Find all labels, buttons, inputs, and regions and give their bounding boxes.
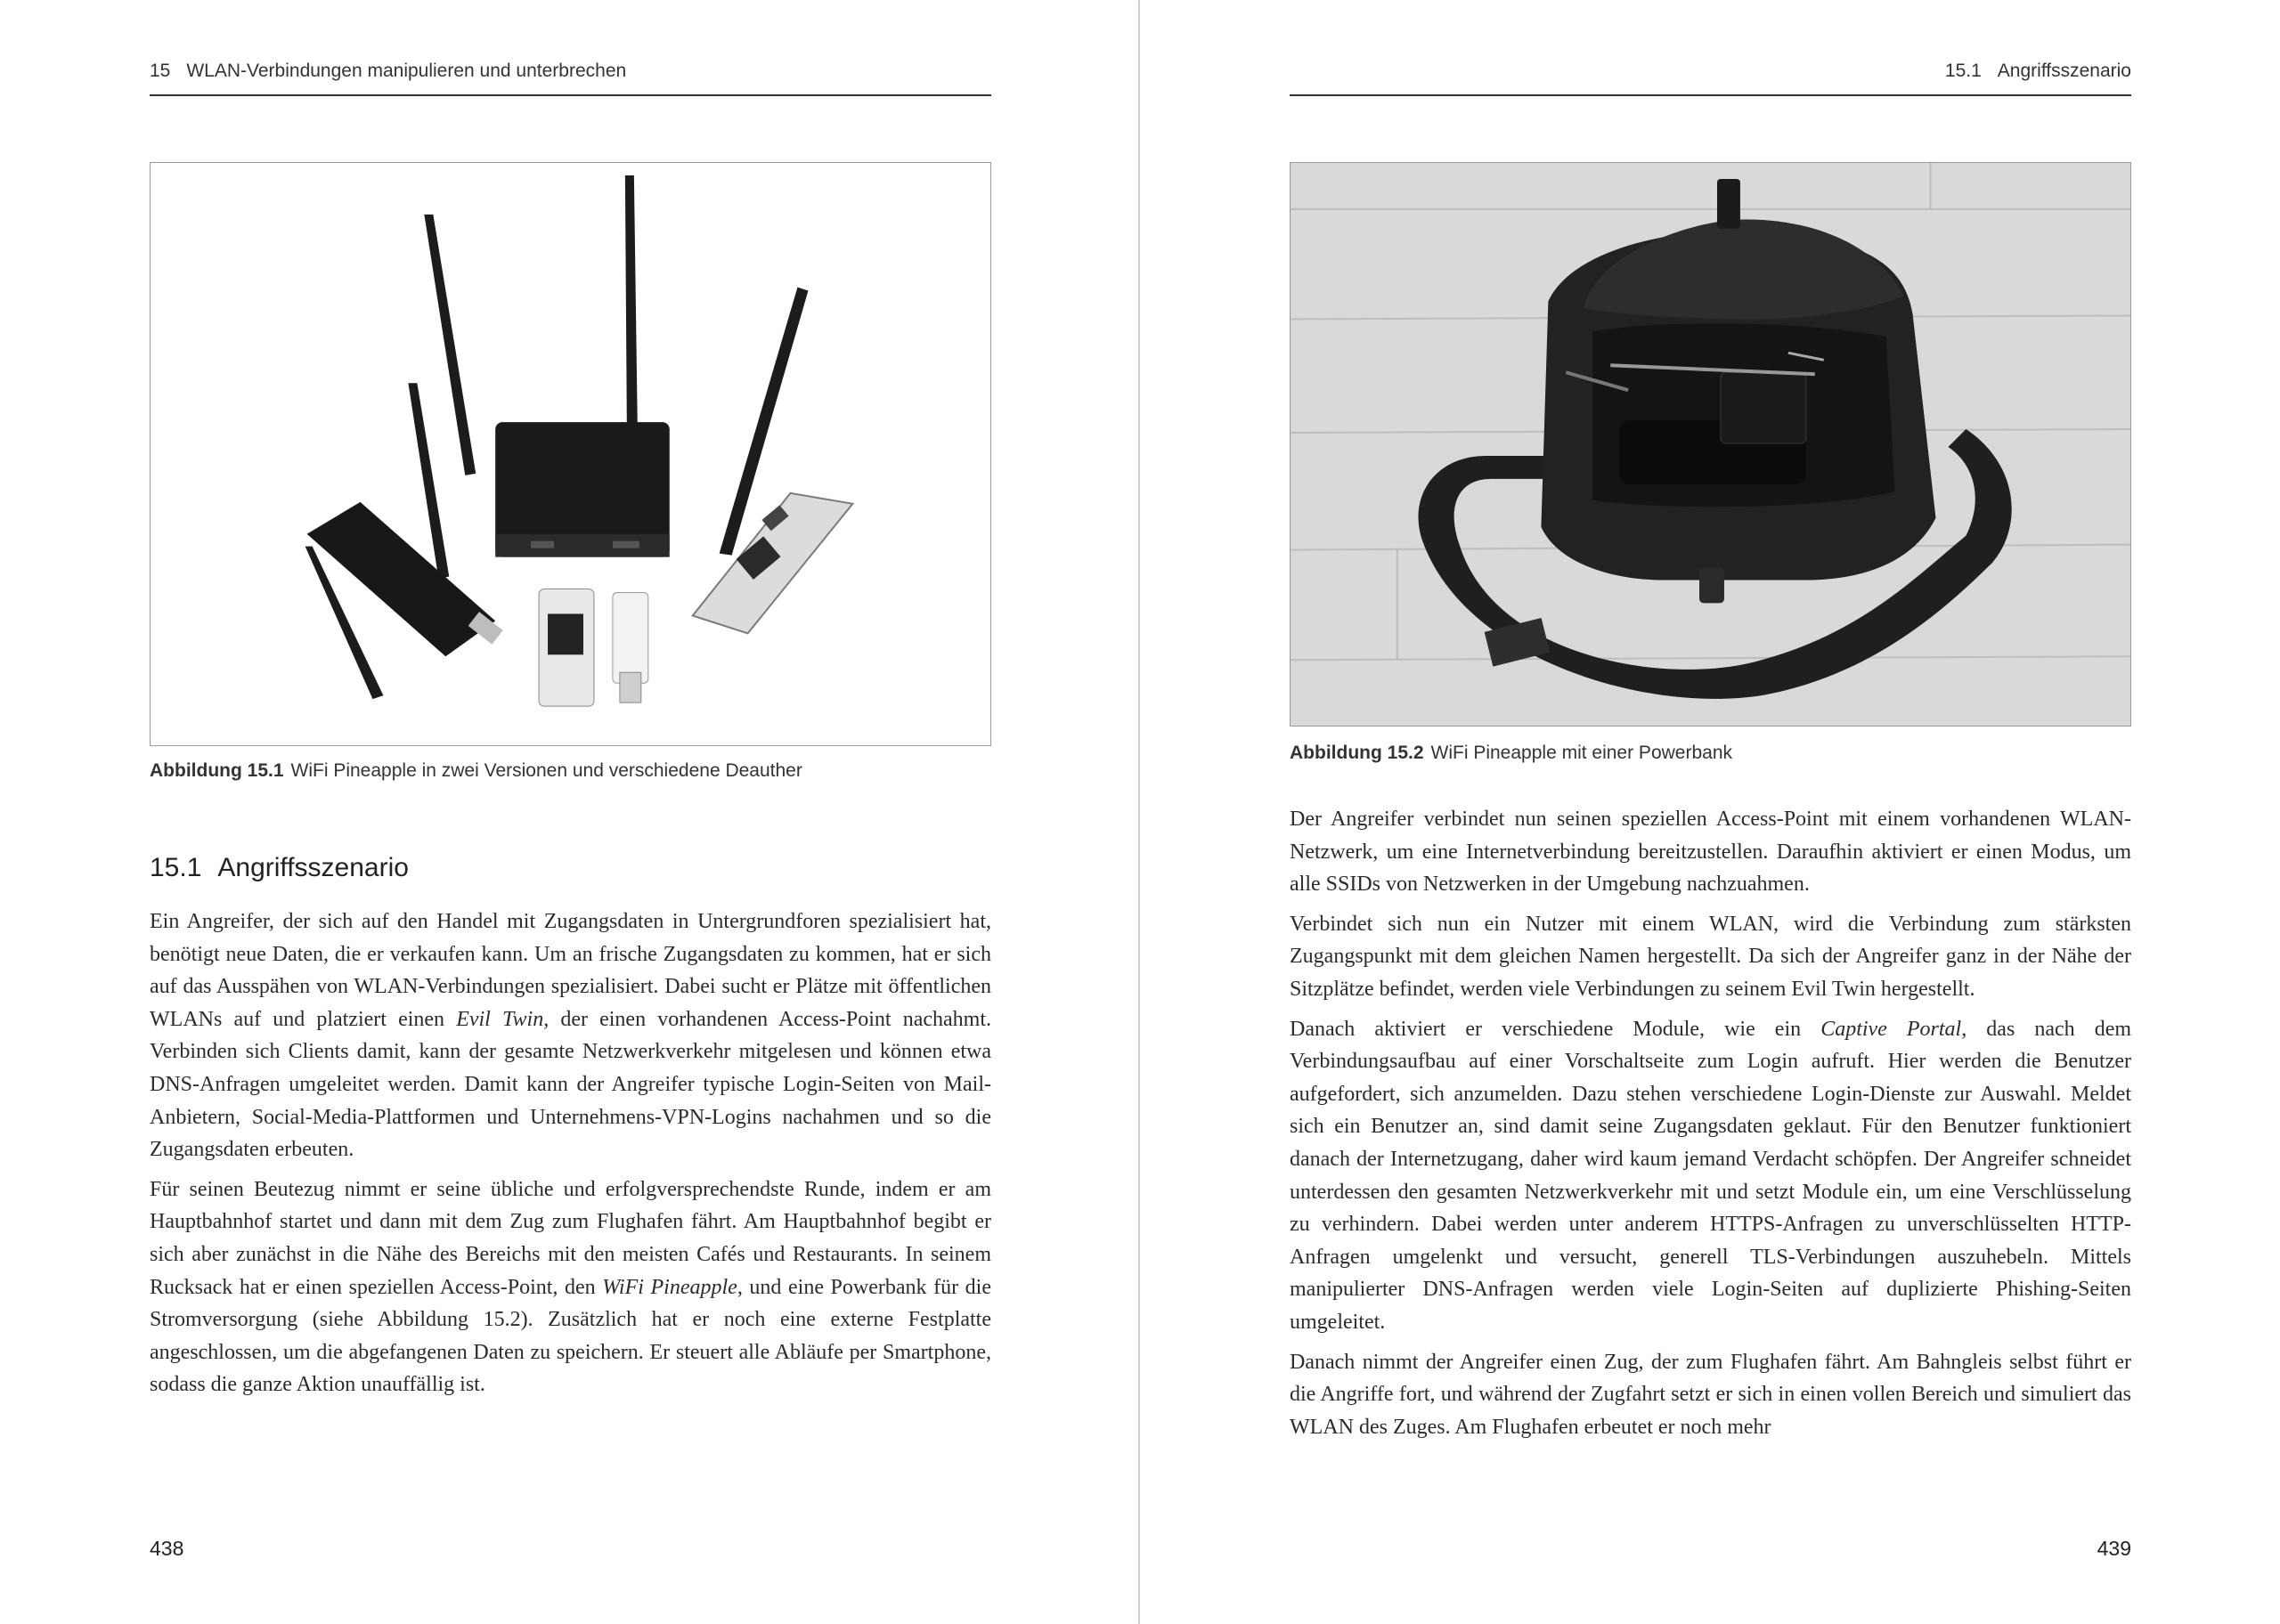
paragraph-text: Der Angreifer verbindet nun seinen speziellen Access-Point mit einem vorhandenen WLAN-Netzwerk, um eine Internetverbindung bereitzustellen. Daraufhin aktiviert er einen Modus, um alle SSIDs von Netzwerken in der Umgebung nachzuahmen. [1290, 808, 2131, 897]
figure-wifi-pineapple-bag [1290, 162, 2131, 727]
header-section-number: 15.1 [1944, 61, 1982, 81]
paragraph-text: Verbindet sich nun ein Nutzer mit einem WLAN, wird die Verbindung zum stärksten Zugangspunkt mit dem gleichen Namen hergestellt. Da sich der Angreifer ganz in der Nähe der Sitzplätze befindet, werden viele Verbindungen zu seinem Evil Twin hergestellt. [1290, 912, 2131, 1001]
header-section-title: Angriffsszenario [1997, 61, 2131, 81]
body-text [1290, 803, 2131, 1450]
page-number: 438 [150, 1537, 184, 1560]
header-chapter-number: 15 [150, 61, 171, 81]
emphasis-text: Captive Portal [1820, 1017, 1962, 1041]
figure-caption [150, 760, 991, 782]
book-gutter [1138, 0, 1140, 1624]
figure-caption-text: WiFi Pineapple mit einer Powerbank [1430, 743, 1732, 763]
running-header [150, 59, 991, 96]
figure-caption [1290, 743, 2131, 764]
paragraph-text: Ein Angreifer, der sich auf den Handel mit Zugangsdaten in Untergrundforen spezialisiert hat, benötigt neue Daten, die er verkaufen kann. Um an frische Zugangsdaten zu kommen, hat er sich auf das Ausspähen von WLAN-Verbindungen spezialisiert. Dabei sucht er Plätze mit öffentlichen WLANs auf und platziert einen [150, 910, 991, 1031]
paragraph [1290, 803, 2131, 901]
paragraph [1290, 908, 2131, 1006]
figure-label: Abbildung 15.2 [1290, 743, 1424, 763]
section-heading [150, 853, 409, 883]
emphasis-text: WiFi Pineapple [602, 1275, 737, 1299]
figure-wifi-pineapple-devices [150, 162, 991, 746]
paragraph [1290, 1013, 2131, 1339]
section-number: 15.1 [150, 853, 202, 882]
figure-label: Abbildung 15.1 [150, 760, 284, 781]
paragraph [1290, 1346, 2131, 1444]
running-header [1290, 59, 2131, 96]
paragraph [150, 1173, 991, 1401]
photo-devices-image [151, 163, 990, 745]
paragraph-text: , der einen vorhandenen Access-Point nachahmt. Verbinden sich Clients damit, kann der gesamte Netzwerkverkehr mitgelesen und können etwa DNS-Anfragen umgeleitet werden. Damit kann der Angreifer typische Login-Seiten von Mail-Anbietern, Social-Media-Plattformen und Unternehmens-VPN-Logins nachahmen und so die Zugangsdaten erbeuten. [150, 1007, 992, 1162]
figure-caption-text: WiFi Pineapple in zwei Versionen und verschiedene Deauther [290, 760, 802, 781]
paragraph [150, 905, 991, 1166]
left-page [150, 0, 991, 1624]
paragraph-text: , das nach dem Verbindungsaufbau auf einer Vorschaltseite zum Login aufruft. Hier werden die Benutzer aufgefordert, sich anzumelden. Dazu stehen verschiedene Login-Dienste zur Auswahl. Meldet sich ein Benutzer an, sind damit seine Zugangsdaten geklaut. Für den Benutzer funktioniert danach der Internetzugang, daher wird kaum jemand Verdacht schöpfen. Der Angreifer schneidet unterdessen den gesamten Netzwerkverkehr mit und setzt Module ein, um eine Verschlüsselung zu verhindern. Dabei werden unter anderem HTTPS-Anfragen zu unverschlüsselten HTTP-Anfragen umgelenkt und versucht, generell TLS-Verbindungen auszuhebeln. Mittels manipulierter DNS-Anfragen werden viele Login-Seiten auf duplizierte Phishing-Seiten umgeleitet. [1290, 1017, 2132, 1334]
section-title: Angriffsszenario [217, 853, 409, 882]
paragraph-text: Für seinen Beutezug nimmt er seine übliche und erfolgversprechendste Runde, indem er am Hauptbahnhof startet und dann mit dem Zug zum Flughafen fährt. Am Hauptbahnhof begibt er sich aber zunächst in die Nähe des Bereichs mit den meisten Cafés und Restaurants. In seinem Rucksack hat er einen speziellen Access-Point, den [150, 1177, 991, 1299]
page-number: 439 [2097, 1537, 2131, 1560]
body-text [150, 905, 991, 1409]
emphasis-text: Evil Twin [456, 1007, 544, 1031]
right-page [1290, 0, 2131, 1624]
header-chapter-title: WLAN-Verbindungen manipulieren und unterbrechen [186, 61, 627, 81]
paragraph-text: Danach nimmt der Angreifer einen Zug, der zum Flughafen fährt. Am Bahngleis selbst führt er die Angriffe fort, und während der Zugfahrt setzt er sich in einen vollen Bereich und simuliert das WLAN des Zuges. Am Flughafen erbeutet er noch mehr [1290, 1350, 2131, 1439]
paragraph-text: Danach aktiviert er verschiedene Module, wie ein [1290, 1017, 1821, 1041]
paragraph-text: , und eine Powerbank für die Stromversorgung (siehe Abbildung 15.2). Zusätzlich hat er noch eine externe Festplatte angeschlossen, um die abgefangenen Daten zu speichern. Er steuert alle Abläufe per Smartphone, sodass die ganze Aktion unauffällig ist. [150, 1275, 992, 1397]
photo-bag-image [1291, 163, 2130, 726]
